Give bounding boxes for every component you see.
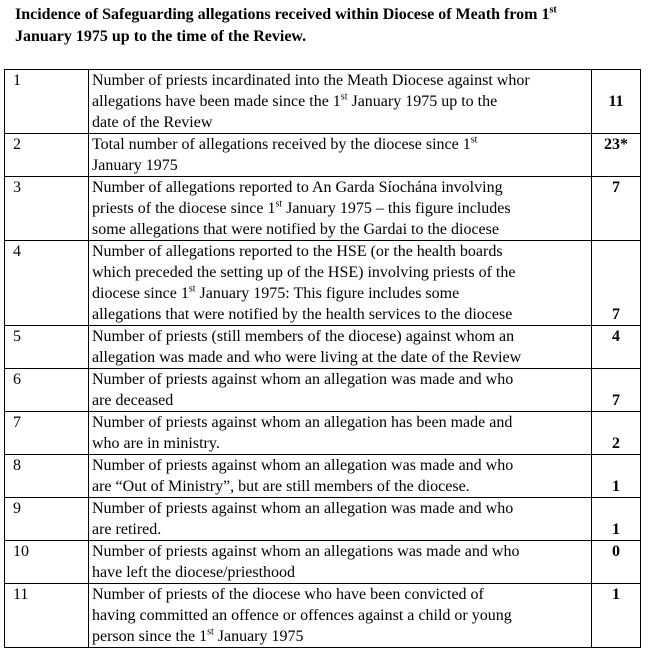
row-number: 8 — [5, 455, 89, 498]
table-row — [5, 241, 641, 326]
row-number: 11 — [5, 584, 89, 648]
row-description — [89, 177, 592, 241]
row-description — [89, 498, 592, 541]
row-number: 7 — [5, 412, 89, 455]
description-line: having committed an offence or offences against a child or young — [92, 607, 512, 624]
table-row — [5, 134, 641, 177]
row-number: 6 — [5, 369, 89, 412]
description-line: date of the Review — [92, 114, 213, 131]
description-line: person since the 1st January 1975 — [92, 626, 304, 645]
title-line-1: Incidence of Safeguarding allegations received within Diocese of Meath from 1st — [15, 4, 557, 23]
description-line: are retired. — [92, 521, 162, 538]
description-line: Number of priests against whom an allegation was made and who — [92, 371, 514, 388]
description-line: some allegations that were notified by the Gardai to the diocese — [92, 221, 499, 238]
row-number: 5 — [5, 326, 89, 369]
description-line: are deceased — [92, 392, 174, 409]
row-number: 3 — [5, 177, 89, 241]
row-description — [89, 70, 592, 134]
row-value: 7 — [592, 177, 641, 241]
table-row — [5, 498, 641, 541]
row-value: 1 — [592, 498, 641, 541]
row-description — [89, 584, 592, 648]
table-row — [5, 541, 641, 584]
description-line: Number of priests of the diocese who have been convicted of — [92, 586, 484, 603]
document-title — [15, 4, 640, 48]
allegations-table — [4, 69, 641, 648]
description-line: which preceded the setting up of the HSE) involving priests of the — [92, 264, 516, 281]
table-row — [5, 412, 641, 455]
row-description — [89, 412, 592, 455]
row-number: 10 — [5, 541, 89, 584]
description-line: Number of priests against whom an allegations was made and who — [92, 543, 520, 560]
row-value: 1 — [592, 584, 641, 648]
row-value: 1 — [592, 455, 641, 498]
description-line: Number of priests incardinated into the Meath Diocese against whor — [92, 72, 530, 89]
row-value: 23* — [592, 134, 641, 177]
description-line: allegations that were notified by the health services to the diocese — [92, 306, 513, 323]
description-line: who are in ministry. — [92, 435, 220, 452]
row-number: 4 — [5, 241, 89, 326]
description-line: allegations have been made since the 1st January 1975 up to the — [92, 91, 498, 110]
description-line: priests of the diocese since 1st January 1975 – this figure includes — [92, 198, 511, 217]
row-description — [89, 369, 592, 412]
row-description — [89, 134, 592, 177]
table-row — [5, 177, 641, 241]
row-value: 7 — [592, 241, 641, 326]
table-row — [5, 326, 641, 369]
description-line: allegation was made and who were living at the date of the Review — [92, 349, 522, 366]
description-line: diocese since 1st January 1975: This figure includes some — [92, 283, 460, 302]
table-row — [5, 369, 641, 412]
description-line: Number of priests (still members of the diocese) against whom an — [92, 328, 515, 345]
title-line-2: January 1975 up to the time of the Review. — [15, 28, 307, 45]
row-value: 7 — [592, 369, 641, 412]
description-line: Number of allegations reported to An Garda Síochána involving — [92, 179, 503, 196]
row-value: 2 — [592, 412, 641, 455]
row-value: 11 — [592, 70, 641, 134]
description-line: have left the diocese/priesthood — [92, 564, 296, 581]
table-row — [5, 584, 641, 648]
table-row — [5, 70, 641, 134]
description-line: Total number of allegations received by the diocese since 1st — [92, 134, 478, 153]
description-line: Number of allegations reported to the HSE (or the health boards — [92, 243, 503, 260]
description-line: Number of priests against whom an allegation has been made and — [92, 414, 513, 431]
row-description — [89, 541, 592, 584]
description-line: are “Out of Ministry”, but are still members of the diocese. — [92, 478, 470, 495]
row-value: 0 — [592, 541, 641, 584]
row-value: 4 — [592, 326, 641, 369]
row-number: 1 — [5, 70, 89, 134]
description-line: January 1975 — [92, 157, 178, 174]
table-row — [5, 455, 641, 498]
row-description — [89, 241, 592, 326]
description-line: Number of priests against whom an allegation was made and who — [92, 500, 514, 517]
row-number: 9 — [5, 498, 89, 541]
row-description — [89, 455, 592, 498]
row-description — [89, 326, 592, 369]
description-line: Number of priests against whom an allegation was made and who — [92, 457, 514, 474]
row-number: 2 — [5, 134, 89, 177]
